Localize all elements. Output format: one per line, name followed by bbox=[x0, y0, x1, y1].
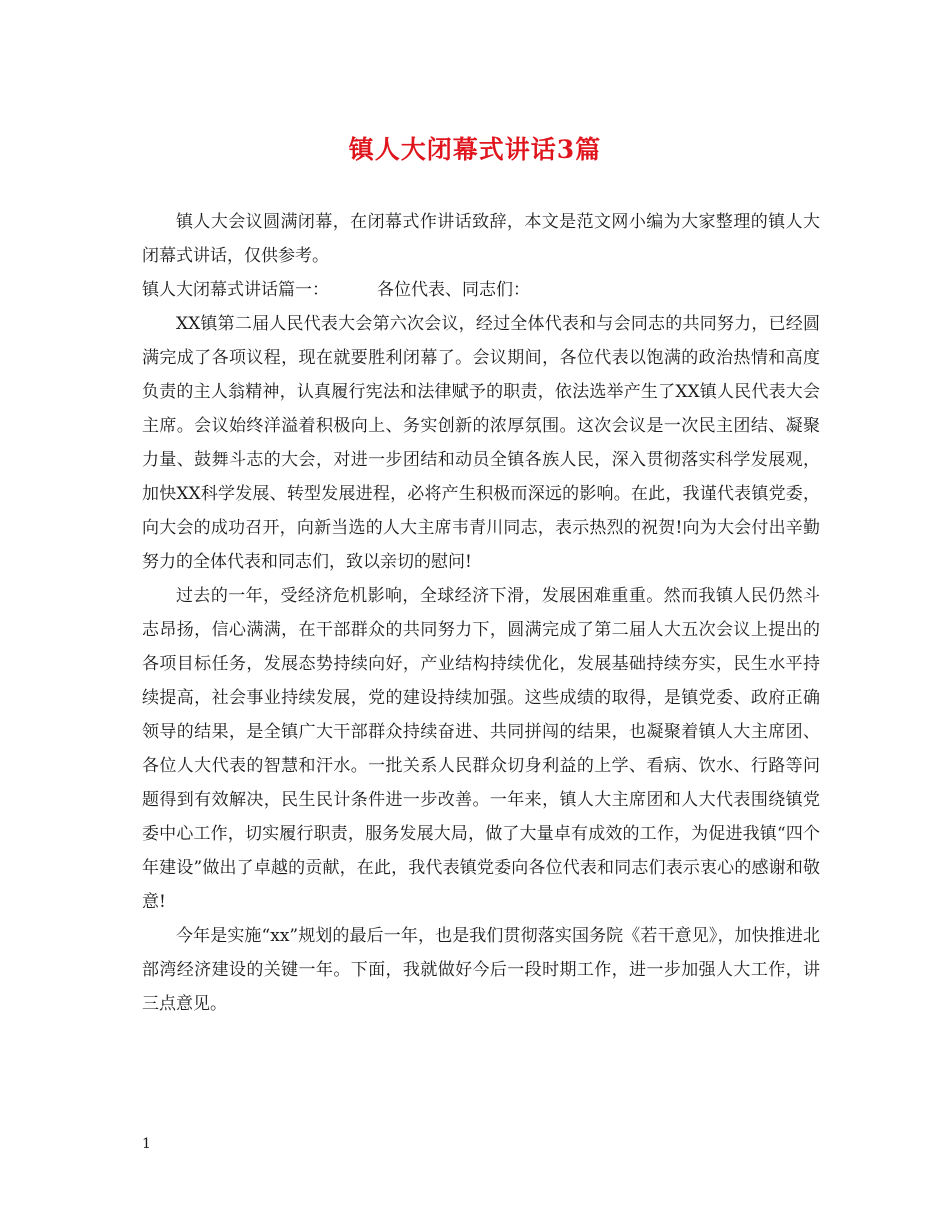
paragraph-this-year: 今年是实施“xx”规划的最后一年，也是我们贯彻落实国务院《若干意见》，加快推进北部湾经济建设的关键一年。下面，我就做好今后一段时期工作，进一步加强人大工作，讲三点意见。 bbox=[142, 926, 820, 1014]
paragraph-intro: 镇人大会议圆满闭幕，在闭幕式作讲话致辞，本文是范文网小编为大家整理的镇人大闭幕式讲话，仅供参考。 bbox=[142, 212, 820, 266]
paragraph-past-year: 过去的一年，受经济危机影响，全球经济下滑，发展困难重重。然而我镇人民仍然斗志昂扬，信心满满，在干部群众的共同努力下，圆满完成了第二届人大五次会议上提出的各项目标任务，发展态势持续向好，产业结构持续优化，发展基础持续夯实，民生水平持续提高，社会事业持续发展，党的建设持续加强。这些成绩的取得，是镇党委、政府正确领导的结果，是全镇广大干部群众持续奋进、共同拼闯的结果，也凝聚着镇人大主席团、各位人大代表的智慧和汗水。一批关系人民群众切身利益的上学、看病、饮水、行路等问题得到有效解决，民生民计条件进一步改善。一年来，镇人大主席团和人大代表围绕镇党委中心工作，切实履行职责，服务发展大局，做了大量卓有成效的工作，为促进我镇“四个年建设”做出了卓越的贡献，在此，我代表镇党委向各位代表和同志们表示衷心的感谢和敬意! bbox=[142, 586, 820, 912]
document-body bbox=[142, 205, 820, 1021]
section-heading: 镇人大闭幕式讲话篇一： bbox=[142, 280, 329, 300]
salutation-text: 各位代表、同志们： bbox=[377, 280, 530, 300]
paragraph-salutation bbox=[142, 273, 820, 307]
page-number: 1 bbox=[142, 1136, 151, 1152]
document-title: 镇人大闭幕式讲话3篇 bbox=[348, 135, 602, 164]
paragraph-meeting-summary: XX镇第二届人民代表大会第六次会议，经过全体代表和与会同志的共同努力，已经圆满完成了各项议程，现在就要胜利闭幕了。会议期间，各位代表以饱满的政治热情和高度负责的主人翁精神，认真履行宪法和法律赋予的职责，依法选举产生了XX镇人民代表大会主席。会议始终洋溢着积极向上、务实创新的浓厚氛围。这次会议是一次民主团结、凝聚力量、鼓舞斗志的大会，对进一步团结和动员全镇各族人民，深入贯彻落实科学发展观，加快XX科学发展、转型发展进程，必将产生积极而深远的影响。在此，我谨代表镇党委，向大会的成功召开，向新当选的人大主席韦青川同志，表示热烈的祝贺!向为大会付出辛勤努力的全体代表和同志们，致以亲切的慰问! bbox=[142, 314, 820, 572]
